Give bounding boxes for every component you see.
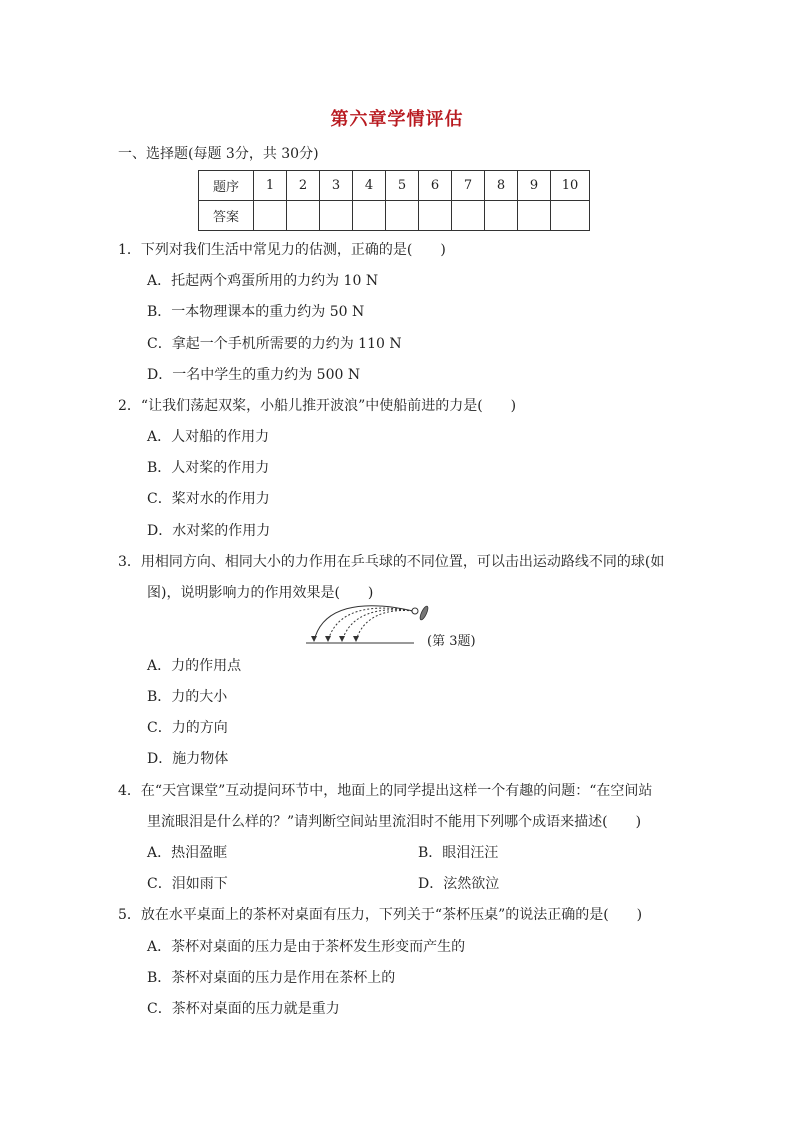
table-row-label: 答案: [199, 201, 254, 231]
answer-table-answer-row: [199, 201, 590, 231]
question-3-option-d: D．施力物体: [147, 751, 229, 767]
question-3-option-b: B．力的大小: [147, 689, 228, 705]
table-number: 1: [254, 171, 287, 201]
answer-cell[interactable]: [320, 201, 353, 231]
question-4-option-d: D．泫然欲泣: [418, 876, 500, 892]
question-2-stem: 2．“让我们荡起双桨，小船儿推开波浪”中使船前进的力是( ): [118, 398, 517, 414]
question-2-option-a: A．人对船的作用力: [147, 429, 270, 445]
question-2-option-c: C．桨对水的作用力: [147, 491, 270, 507]
table-number: 8: [485, 171, 518, 201]
arrow-head: [325, 636, 331, 642]
trajectory-dashed-2: [342, 610, 413, 641]
answer-cell[interactable]: [386, 201, 419, 231]
question-4-option-a: A．热泪盈眶: [147, 845, 228, 861]
question-1-stem: 1．下列对我们生活中常见力的估测，正确的是( ): [118, 242, 446, 258]
question-1-option-c: C．拿起一个手机所需要的力约为 110 N: [147, 336, 402, 352]
answer-cell[interactable]: [287, 201, 320, 231]
table-number: 5: [386, 171, 419, 201]
answer-cell[interactable]: [485, 201, 518, 231]
table-number: 3: [320, 171, 353, 201]
page-title: 第六章学情评估: [330, 109, 464, 130]
answer-table: [198, 170, 590, 231]
ball-icon: [412, 608, 418, 614]
question-3-option-a: A．力的作用点: [147, 658, 242, 674]
paddle-icon: [419, 605, 430, 621]
table-number: 10: [551, 171, 590, 201]
answer-cell[interactable]: [518, 201, 551, 231]
figure-caption: (第 3题): [427, 634, 476, 649]
table-number: 9: [518, 171, 551, 201]
question-3-stem: 3．用相同方向、相同大小的力作用在乒乓球的不同位置，可以击出运动路线不同的球(如: [118, 554, 665, 570]
question-5-option-c: C．茶杯对桌面的压力就是重力: [147, 1001, 340, 1017]
table-number: 2: [287, 171, 320, 201]
answer-cell[interactable]: [254, 201, 287, 231]
arrow-head: [311, 636, 317, 642]
question-4-stem: 4．在“天宫课堂”互动提问环节中，地面上的同学提出这样一个有趣的问题：“在空间站: [118, 783, 653, 799]
question-3-stem-cont: 图)，说明影响力的作用效果是( ): [147, 585, 374, 601]
table-number: 6: [419, 171, 452, 201]
arrow-head: [353, 636, 359, 642]
question-1-option-d: D．一名中学生的重力约为 500 N: [147, 367, 361, 383]
section-heading: 一、选择题(每题 3分，共 30分): [118, 146, 319, 162]
question-1-option-b: B．一本物理课本的重力约为 50 N: [147, 304, 365, 320]
answer-cell[interactable]: [452, 201, 485, 231]
question-4-option-b: B．眼泪汪汪: [418, 845, 499, 861]
question-5-option-a: A．茶杯对桌面的压力是由于茶杯发生形变而产生的: [147, 939, 466, 955]
question-3-option-c: C．力的方向: [147, 720, 228, 736]
trajectory-solid: [314, 606, 413, 641]
question-5-stem: 5．放在水平桌面上的茶杯对桌面有压力，下列关于“茶杯压桌”的说法正确的是( ): [118, 907, 643, 923]
question-4-stem-cont: 里流眼泪是什么样的？”请判断空间站里流泪时不能用下列哪个成语来描述( ): [147, 814, 642, 830]
question-2-option-d: D．水对桨的作用力: [147, 523, 271, 539]
question-2-option-b: B．人对桨的作用力: [147, 460, 270, 476]
question-5-option-b: B．茶杯对桌面的压力是作用在茶杯上的: [147, 970, 396, 986]
table-number: 7: [452, 171, 485, 201]
ping-pong-trajectory-figure: [300, 603, 430, 649]
table-number: 4: [353, 171, 386, 201]
answer-cell[interactable]: [419, 201, 452, 231]
answer-cell[interactable]: [353, 201, 386, 231]
answer-table-header-row: [199, 171, 590, 201]
question-1-option-a: A．托起两个鸡蛋所用的力约为 10 N: [147, 273, 379, 289]
question-4-option-c: C．泪如雨下: [147, 876, 228, 892]
arrow-head: [339, 636, 345, 642]
answer-cell[interactable]: [551, 201, 590, 231]
table-row-label: 题序: [199, 171, 254, 201]
